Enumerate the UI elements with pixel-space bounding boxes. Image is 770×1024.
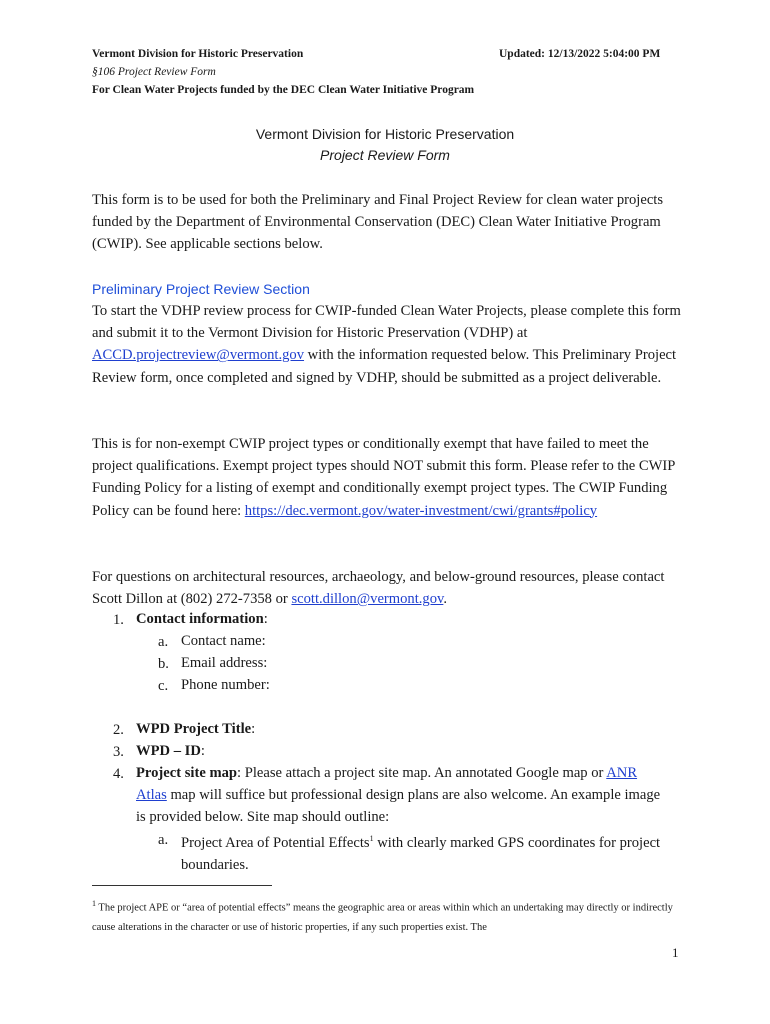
sublist-item-ape: Project Area of Potential Effects$^1$ with clearly marked GPS coordinates for project boundaries. (181, 834, 661, 874)
list-number-4: 4. (113, 766, 124, 782)
footnote-text: $^1$ The project APE or “area of potential effects” means the geographic area or areas within which an undertaking may directly or indirectly cause alterations in the character or use of historic properties, if any such properties exist. The (92, 899, 673, 933)
page-subtitle: Project Review Form (320, 147, 450, 163)
page-number: 1 (672, 945, 679, 960)
list-item-contact-information: Contact information: (136, 611, 268, 627)
sublist-letter-b: b. (158, 656, 169, 672)
phone-number-field: Phone number: (181, 677, 270, 693)
list-number-1: 1. (113, 612, 124, 628)
intro-paragraph: This form is to be used for both the Preliminary and Final Project Review for clean water projects funded by the Department of Environmental Conservation (DEC) Clean Water Initiative Program (CWIP). See applicable sections below. (92, 192, 664, 253)
page-title: Vermont Division for Historic Preservation (255, 126, 515, 142)
footnote-ref: 1 (369, 834, 374, 843)
sublist-letter-c: c. (158, 678, 169, 694)
vdhp-email-link[interactable]: ACCD.projectreview@vermont.gov (92, 347, 305, 364)
anr-atlas-link[interactable]: ANR Atlas (136, 765, 638, 804)
list-item-project-site-map: Project site map: Please attach a project site map. An annotated Google map or ANR Atlas map will suffice but professional design plans are also welcome. An example image is provided below. Site map should outline: (136, 765, 661, 826)
list-number-3: 3. (113, 744, 124, 760)
header-org: Vermont Division for Historic Preservation (92, 48, 304, 60)
list-number-2: 2. (113, 722, 124, 738)
list-item-wpd-project-title: WPD Project Title: (136, 721, 256, 737)
sublist-letter-a: a. (158, 634, 169, 650)
email-address-field: Email address: (181, 655, 268, 671)
funding-policy-link[interactable]: https://dec.vermont.gov/water-investment/cwi/grants#policy (244, 502, 598, 519)
header-updated: Updated: 12/13/2022 5:04:00 PM (499, 48, 661, 60)
header-form-name: §106 Project Review Form (92, 66, 216, 78)
prelim-paragraph-1: To start the VDHP review process for CWIP-funded Clean Water Projects, please complete this form and submit it to the Vermont Division for Historic Preservation (VDHP) at ACCD.projectreview@vermont.gov with the information requested below. This Preliminary Project Review form, once completed and signed by VDHP, should be submitted as a project deliverable. (92, 303, 681, 386)
sublist-letter-a-site: a. (158, 832, 169, 848)
footnote-divider (92, 885, 272, 886)
prelim-paragraph-2: This is for non-exempt CWIP project types or conditionally exempt that have failed to meet the project qualifications. Exempt project types should NOT submit this form. Please refer to the CWIP Funding Policy for a listing of exempt and conditionally exempt project types. The CWIP Funding Policy can be found here: https://dec.vermont.gov/water-investment/cwi/grants#policy (92, 436, 675, 519)
prelim-paragraph-3: For questions on architectural resources, archaeology, and below-ground resources, please contact Scott Dillon at (802) 272-7358 or scott.dillon@vermont.gov. (92, 569, 665, 608)
section-heading-preliminary: Preliminary Project Review Section (92, 281, 310, 297)
header-program: For Clean Water Projects funded by the DEC Clean Water Initiative Program (92, 84, 475, 96)
contact-name-field: Contact name: (181, 633, 266, 649)
scott-dillon-email-link[interactable]: scott.dillon@vermont.gov (291, 591, 444, 608)
list-item-wpd-id: WPD – ID: (136, 743, 205, 759)
